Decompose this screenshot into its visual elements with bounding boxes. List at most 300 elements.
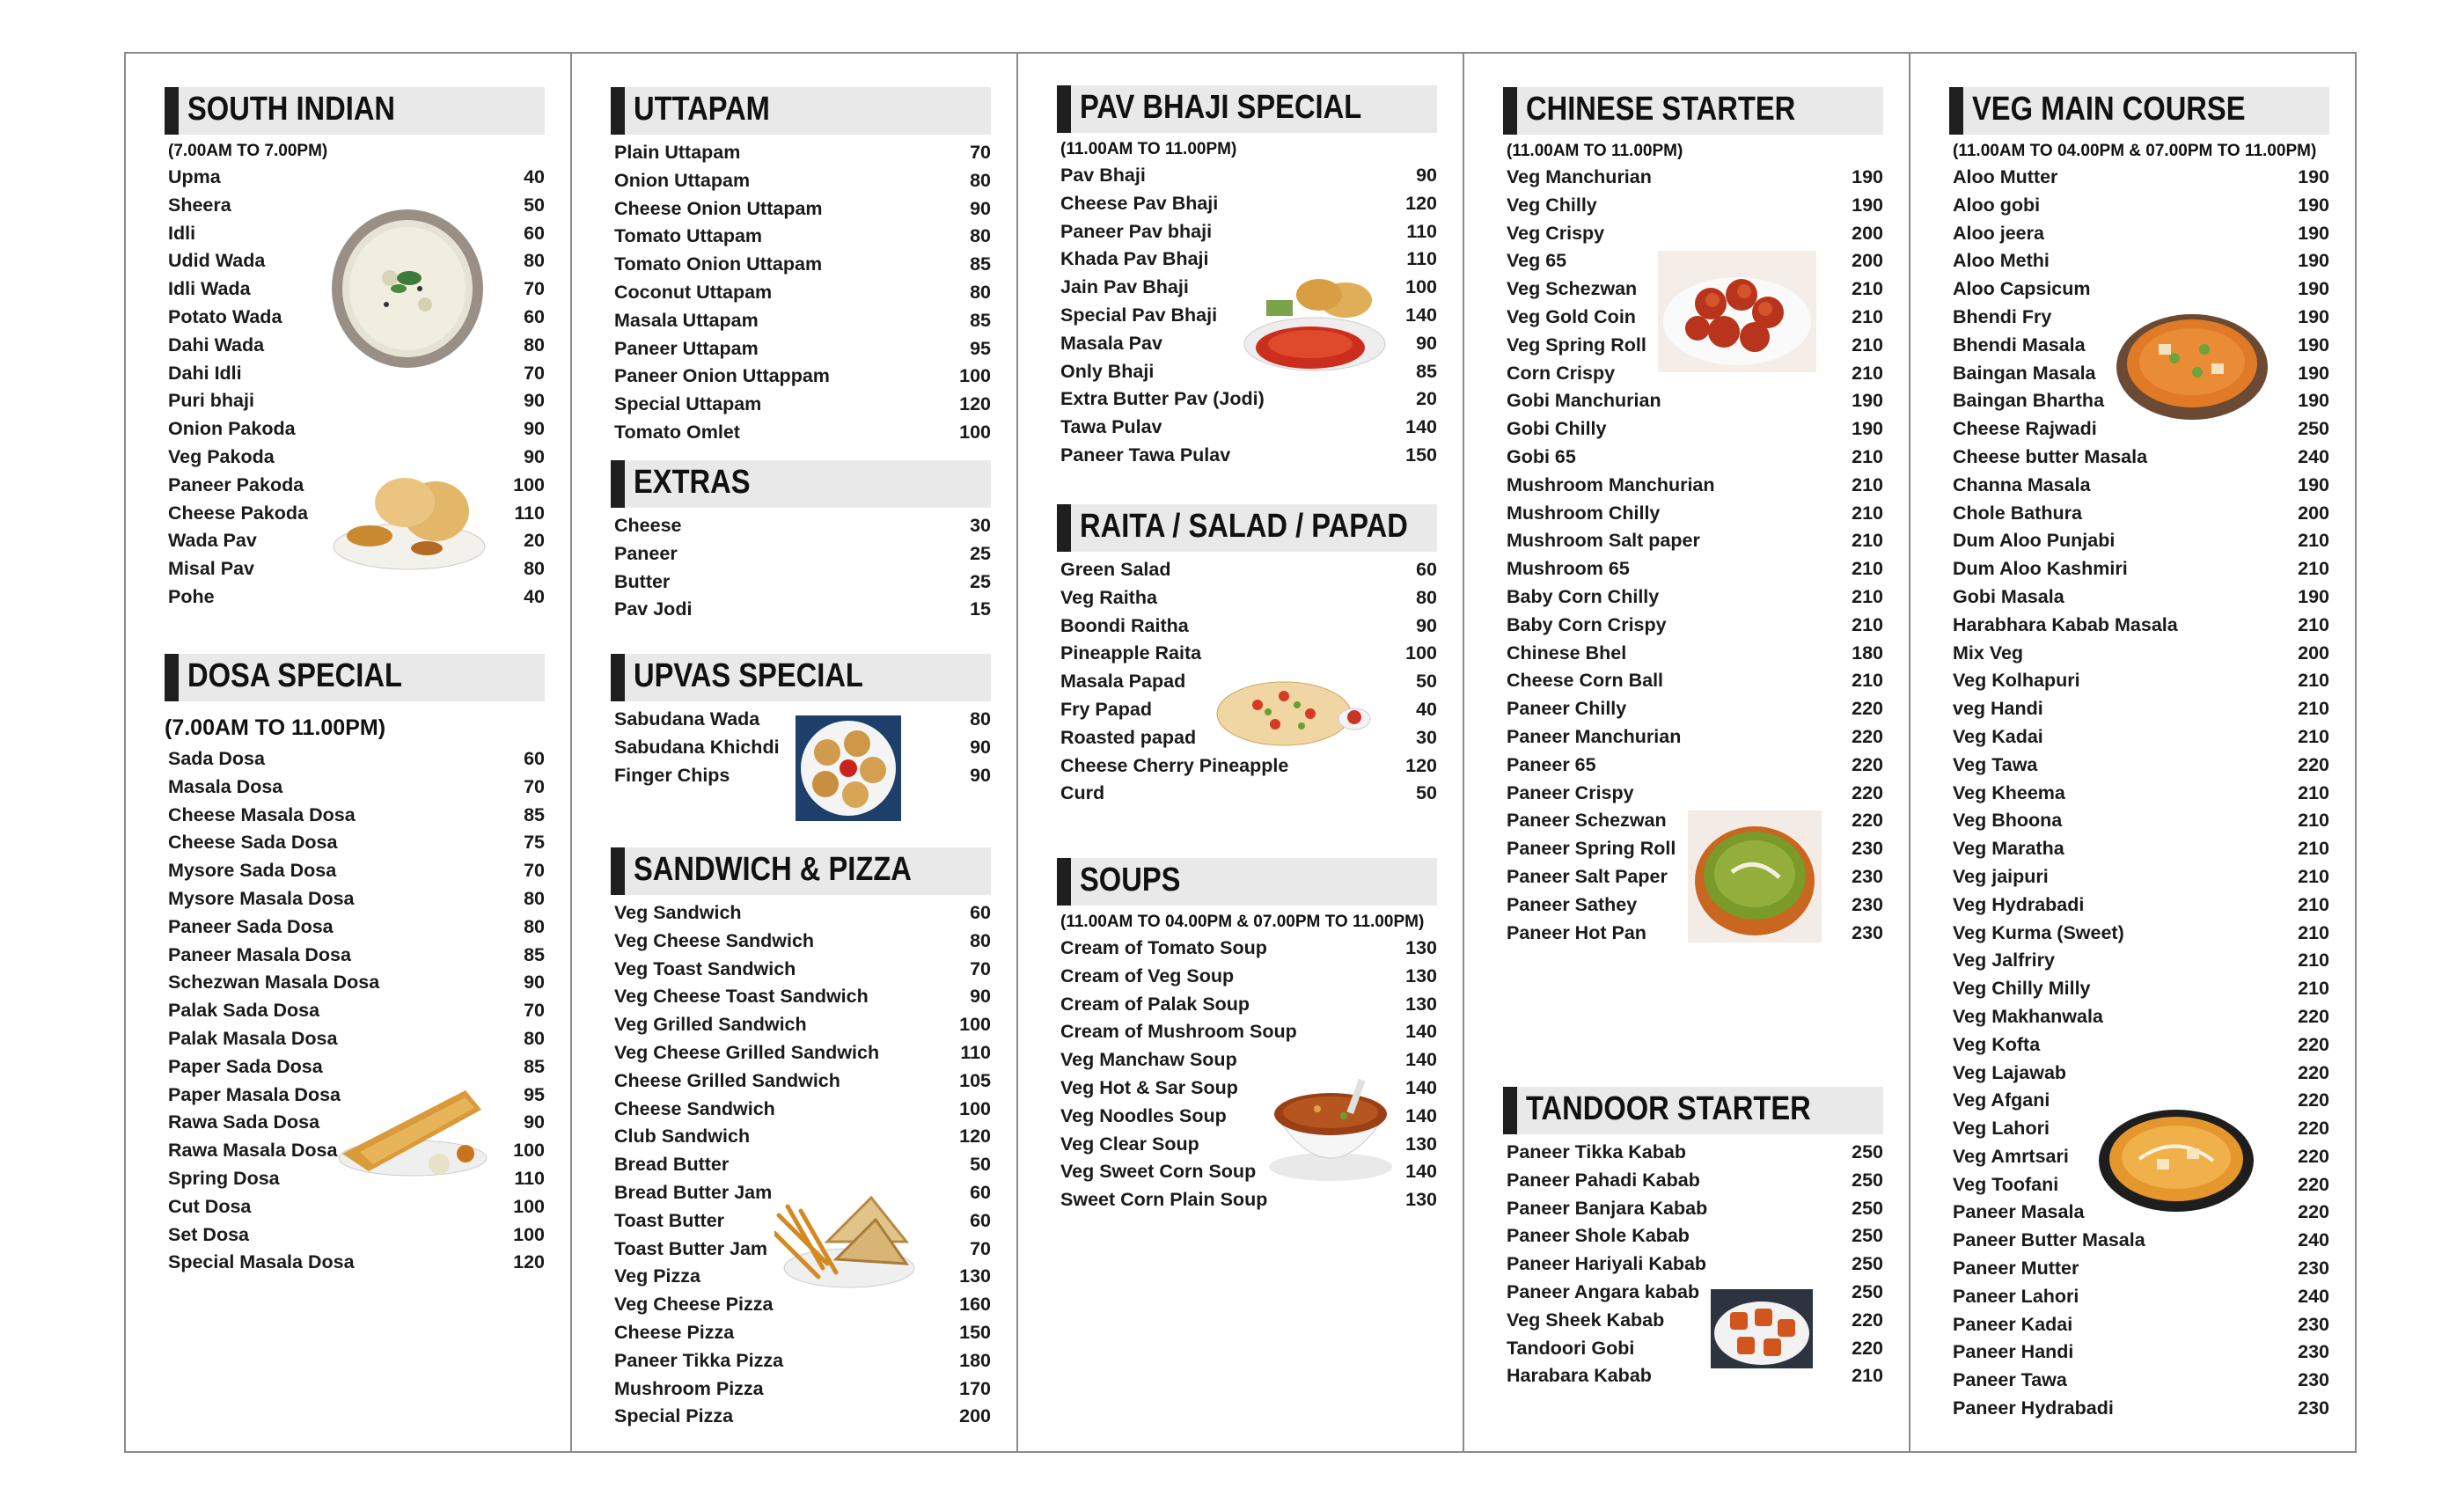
menu-item-price: 210	[2298, 725, 2329, 747]
section-header	[1503, 1087, 1883, 1134]
menu-item	[165, 888, 545, 916]
menu-item	[1949, 866, 2329, 894]
menu-item-name: Cheese Sandwich	[614, 1097, 775, 1119]
menu-item-name: Veg Kurma (Sweet)	[1953, 921, 2124, 943]
menu-item-price: 240	[2298, 1229, 2329, 1251]
menu-item-name: Bhendi Fry	[1953, 305, 2052, 327]
menu-item-price: 100	[513, 1195, 545, 1217]
section-header	[611, 460, 991, 508]
section-title: UTTAPAM	[634, 91, 770, 128]
menu-item-price: 190	[2298, 194, 2329, 216]
matar-paneer-bowl-image	[2113, 309, 2271, 423]
menu-item-name: Aloo gobi	[1953, 194, 2041, 216]
menu-item-price: 210	[2298, 978, 2329, 1000]
menu-item-price: 100	[959, 1014, 991, 1036]
menu-item	[1057, 1189, 1437, 1217]
menu-item-price: 180	[1852, 642, 1883, 664]
menu-item-price: 240	[2298, 445, 2329, 467]
menu-item-price: 90	[970, 197, 991, 219]
menu-item	[1949, 894, 2329, 922]
menu-item-name: Cream of Tomato Soup	[1060, 937, 1267, 958]
menu-item	[611, 393, 991, 422]
menu-item-price: 95	[970, 337, 991, 359]
menu-item-price: 230	[2298, 1397, 2329, 1419]
menu-item-price: 100	[513, 1140, 545, 1162]
menu-item-name: Aloo Mutter	[1953, 166, 2058, 187]
menu-item	[1057, 165, 1437, 193]
menu-item	[165, 804, 545, 832]
item-list	[611, 515, 991, 627]
menu-item	[611, 902, 991, 930]
palak-paneer-image	[1688, 810, 1822, 942]
menu-item-price: 20	[524, 530, 545, 552]
menu-item-name: Veg Maratha	[1953, 838, 2064, 860]
section-hours: (11.00AM TO 11.00PM)	[1507, 142, 1683, 160]
menu-item-price: 105	[959, 1069, 991, 1091]
menu-item-price: 20	[1416, 388, 1437, 410]
menu-item	[1057, 416, 1437, 444]
menu-item-price: 210	[1852, 530, 1883, 552]
menu-item-price: 100	[959, 1097, 991, 1119]
section-title: PAV BHAJI SPECIAL	[1080, 89, 1362, 126]
menu-item-price: 95	[524, 1083, 545, 1105]
menu-item-price: 130	[959, 1265, 991, 1287]
item-list	[611, 142, 991, 450]
menu-item-name: Gobi Masala	[1953, 585, 2064, 607]
menu-item-name: Bread Butter Jam	[614, 1181, 773, 1203]
menu-item-name: Misal Pav	[168, 558, 254, 580]
menu-item-price: 70	[524, 1000, 545, 1022]
menu-item-price: 120	[1405, 754, 1437, 776]
menu-item-price: 250	[1852, 1253, 1883, 1275]
menu-item-price: 100	[513, 1223, 545, 1245]
menu-item	[1503, 1225, 1883, 1253]
menu-item-name: Toast Butter	[614, 1209, 725, 1231]
menu-item-price: 75	[524, 832, 545, 854]
section-hours: (11.00AM TO 11.00PM)	[1060, 140, 1237, 158]
menu-item-name: Cream of Palak Soup	[1060, 993, 1250, 1015]
menu-item	[1057, 755, 1437, 783]
menu-item-name: Veg Amrtsari	[1953, 1145, 2069, 1167]
menu-item-name: Chole Bathura	[1953, 502, 2082, 524]
menu-item-price: 210	[1852, 362, 1883, 384]
menu-item-name: Veg Afgani	[1953, 1089, 2050, 1111]
menu-item-name: Puri bhaji	[168, 390, 254, 412]
menu-item	[1503, 642, 1883, 671]
menu-item-price: 90	[524, 972, 545, 994]
menu-item-price: 220	[2298, 1061, 2329, 1083]
menu-item-price: 210	[2298, 810, 2329, 832]
menu-item-price: 80	[524, 250, 545, 272]
menu-item	[165, 1028, 545, 1056]
menu-item-price: 150	[1405, 444, 1437, 466]
menu-item-price: 110	[514, 502, 545, 524]
menu-item-price: 80	[524, 915, 545, 937]
menu-item-price: 190	[2298, 278, 2329, 300]
menu-item	[1503, 502, 1883, 531]
menu-item-price: 60	[970, 1209, 991, 1231]
menu-item-price: 170	[959, 1377, 991, 1399]
menu-item-name: Coconut Uttapam	[614, 281, 773, 303]
menu-item-name: Paneer Hydrabadi	[1953, 1397, 2114, 1419]
menu-item-price: 100	[1405, 276, 1437, 298]
menu-item-name: Sabudana Wada	[614, 708, 760, 730]
menu-item	[1503, 586, 1883, 614]
menu-item-price: 120	[513, 1251, 545, 1273]
menu-item-price: 210	[1852, 670, 1883, 692]
menu-item-price: 60	[524, 748, 545, 769]
menu-item-name: Mysore Masala Dosa	[168, 887, 355, 909]
menu-item-name: Paneer Uttapam	[614, 337, 759, 359]
menu-item-price: 250	[1852, 1197, 1883, 1219]
menu-item-name: Veg Cheese Pizza	[614, 1294, 774, 1316]
menu-item	[1949, 1062, 2329, 1090]
menu-item-price: 190	[1852, 166, 1883, 187]
menu-item	[611, 170, 991, 198]
menu-item-name: Palak Sada Dosa	[168, 1000, 320, 1022]
menu-item-price: 190	[2298, 390, 2329, 412]
menu-item-price: 70	[970, 142, 991, 163]
menu-item-price: 200	[2298, 502, 2329, 524]
menu-item	[1057, 615, 1437, 643]
menu-item-price: 210	[1852, 334, 1883, 356]
menu-item	[1503, 1338, 1883, 1366]
menu-item-price: 210	[2298, 865, 2329, 887]
menu-item	[1503, 726, 1883, 754]
menu-item-name: Veg Kofta	[1953, 1033, 2041, 1055]
menu-item-name: Dahi Idli	[168, 362, 242, 384]
menu-item-price: 190	[2298, 585, 2329, 607]
menu-item-name: Paneer Butter Masala	[1953, 1229, 2145, 1251]
menu-item-name: Onion Pakoda	[168, 418, 296, 440]
menu-item-name: Veg Lajawab	[1953, 1061, 2067, 1083]
menu-item-name: Schezwan Masala Dosa	[168, 972, 380, 994]
menu-item	[1949, 754, 2329, 782]
menu-item-price: 140	[1405, 416, 1437, 438]
menu-item-name: Onion Uttapam	[614, 169, 751, 191]
menu-item-price: 230	[2298, 1369, 2329, 1391]
menu-item-price: 90	[524, 445, 545, 467]
menu-item-price: 220	[1852, 753, 1883, 775]
menu-item	[165, 586, 545, 614]
menu-item-name: Paneer Lahori	[1953, 1285, 2079, 1307]
menu-item	[165, 776, 545, 804]
menu-item	[165, 1224, 545, 1252]
section-hours: (11.00AM TO 04.00PM & 07.00PM TO 11.00PM)	[1953, 142, 2317, 160]
menu-item-price: 210	[2298, 530, 2329, 552]
menu-item	[611, 253, 991, 282]
menu-item-name: Sabudana Khichdi	[614, 736, 780, 758]
menu-item-name: Baby Corn Chilly	[1507, 585, 1660, 607]
menu-item-price: 80	[970, 225, 991, 247]
menu-item-price: 210	[1852, 305, 1883, 327]
menu-item-name: Gobi Chilly	[1507, 418, 1607, 440]
menu-item-name: Veg Clear Soup	[1060, 1133, 1199, 1155]
menu-item-price: 190	[1852, 194, 1883, 216]
menu-item-name: Mushroom Salt paper	[1507, 530, 1700, 552]
menu-item-price: 70	[970, 957, 991, 979]
menu-item-name: Cheese Grilled Sandwich	[614, 1069, 840, 1091]
menu-item-name: Veg Cheese Toast Sandwich	[614, 986, 869, 1008]
menu-item-name: Veg Crispy	[1507, 222, 1605, 244]
menu-item-name: Pav Bhaji	[1060, 165, 1146, 186]
menu-item-name: Veg jaipuri	[1953, 865, 2049, 887]
menu-item	[165, 390, 545, 418]
menu-item-price: 120	[1405, 192, 1437, 214]
menu-item-price: 120	[959, 1126, 991, 1148]
menu-item-price: 220	[1852, 698, 1883, 720]
menu-item-price: 140	[1405, 1076, 1437, 1098]
menu-item	[611, 142, 991, 170]
menu-item-name: Paneer Tikka Pizza	[614, 1349, 784, 1371]
section-sandwich-pizza	[611, 847, 991, 1434]
menu-item-name: Cheese Onion Uttapam	[614, 197, 823, 219]
menu-item-price: 180	[959, 1349, 991, 1371]
menu-item-price: 120	[959, 393, 991, 415]
menu-item	[1503, 530, 1883, 558]
menu-item-price: 140	[1405, 1161, 1437, 1183]
menu-item	[1503, 223, 1883, 251]
menu-item-name: Paneer Tawa	[1953, 1369, 2067, 1391]
section-header	[165, 87, 545, 135]
menu-item-name: Sweet Corn Plain Soup	[1060, 1189, 1268, 1211]
menu-item	[1057, 1021, 1437, 1049]
menu-item-price: 130	[1405, 1133, 1437, 1155]
menu-item-name: Veg 65	[1507, 250, 1567, 272]
menu-item-price: 190	[1852, 390, 1883, 412]
menu-item-name: Veg Chilly	[1507, 194, 1597, 216]
item-list	[611, 902, 991, 1434]
menu-item-price: 30	[1416, 726, 1437, 748]
menu-item-price: 160	[959, 1294, 991, 1316]
menu-item-name: Aloo Methi	[1953, 250, 2050, 272]
menu-item-name: Tandoori Gobi	[1507, 1337, 1635, 1359]
menu-item-price: 80	[1416, 586, 1437, 608]
section-title: TANDOOR STARTER	[1526, 1090, 1811, 1127]
menu-item-price: 100	[513, 473, 545, 495]
menu-item	[1949, 1034, 2329, 1062]
section-header	[165, 654, 545, 701]
menu-item-name: Tomato Omlet	[614, 421, 740, 443]
menu-item	[611, 598, 991, 627]
puri-bhaji-plate-image	[330, 467, 488, 573]
menu-item-price: 220	[2298, 1118, 2329, 1140]
menu-item-name: Harabara Kabab	[1507, 1365, 1652, 1387]
menu-item-name: Paneer Pakoda	[168, 473, 304, 495]
menu-item	[1503, 446, 1883, 474]
menu-item-price: 110	[1406, 220, 1437, 242]
menu-item-price: 130	[1405, 993, 1437, 1015]
menu-item	[165, 944, 545, 972]
menu-item	[611, 225, 991, 253]
menu-item-name: Paneer Pahadi Kabab	[1507, 1169, 1700, 1191]
menu-item-price: 210	[2298, 670, 2329, 692]
menu-item-name: Pineapple Raita	[1060, 642, 1202, 664]
menu-item-name: Paneer Hariyali Kabab	[1507, 1253, 1707, 1275]
paneer-curry-bowl-image	[2095, 1106, 2257, 1214]
menu-item	[611, 958, 991, 986]
menu-item-name: Cheese Pizza	[614, 1321, 735, 1343]
menu-item-price: 90	[970, 986, 991, 1008]
section-title: DOSA SPECIAL	[187, 657, 402, 694]
menu-item-name: Udid Wada	[168, 250, 266, 272]
menu-item-name: Paneer Schezwan	[1507, 810, 1667, 832]
menu-item-name: Special Pav Bhaji	[1060, 304, 1218, 326]
menu-item-price: 230	[2298, 1258, 2329, 1280]
menu-item	[1949, 166, 2329, 194]
menu-item-price: 90	[1416, 165, 1437, 186]
menu-item-name: Paneer Tawa Pulav	[1060, 444, 1231, 466]
menu-item	[611, 1070, 991, 1098]
menu-item-price: 250	[1852, 1169, 1883, 1191]
menu-item-price: 80	[970, 169, 991, 191]
menu-item-name: Cheese Masala Dosa	[168, 803, 356, 825]
menu-item-name: Paneer Onion Uttappam	[614, 365, 830, 387]
sabudana-wada-image	[796, 715, 901, 821]
menu-item	[165, 1196, 545, 1224]
menu-item	[165, 166, 545, 194]
menu-item-price: 210	[2298, 921, 2329, 943]
section-title: SOUPS	[1080, 862, 1181, 898]
menu-item	[1503, 1170, 1883, 1198]
menu-item-name: Potato Wada	[168, 305, 282, 327]
section-raita-salad-papad	[1057, 504, 1437, 810]
menu-item	[611, 515, 991, 543]
menu-item-name: Cheese Pav Bhaji	[1060, 192, 1219, 214]
menu-item-name: Baingan Bhartha	[1953, 390, 2105, 412]
section-header	[1057, 504, 1437, 552]
menu-item-name: Gobi Manchurian	[1507, 390, 1661, 412]
menu-item-name: Spring Dosa	[168, 1167, 280, 1189]
menu-item-price: 210	[1852, 558, 1883, 580]
menu-item-name: Veg Spring Roll	[1507, 334, 1646, 356]
paneer-tikka-image	[1711, 1289, 1813, 1368]
menu-item	[1057, 587, 1437, 615]
menu-item-price: 230	[2298, 1341, 2329, 1363]
menu-item	[1949, 1286, 2329, 1314]
menu-item-price: 70	[970, 1237, 991, 1259]
menu-item	[165, 1251, 545, 1280]
menu-item-name: Veg Kheema	[1953, 781, 2065, 803]
menu-item-price: 70	[524, 860, 545, 882]
menu-item	[1949, 1314, 2329, 1342]
menu-item-name: Harabhara Kabab Masala	[1953, 613, 2178, 635]
menu-item-price: 85	[524, 943, 545, 965]
menu-item-price: 230	[1852, 838, 1883, 860]
menu-item-name: Paneer Hot Pan	[1507, 921, 1646, 943]
menu-item-price: 210	[2298, 558, 2329, 580]
menu-item-price: 230	[2298, 1313, 2329, 1335]
menu-item	[1503, 1253, 1883, 1281]
menu-item	[1949, 810, 2329, 838]
menu-item	[611, 422, 991, 450]
menu-item-price: 90	[524, 418, 545, 440]
menu-item	[611, 198, 991, 226]
section-title: SOUTH INDIAN	[187, 91, 396, 128]
menu-item-price: 90	[1416, 332, 1437, 354]
menu-item	[165, 1056, 545, 1084]
menu-item-price: 50	[970, 1154, 991, 1176]
menu-item-price: 110	[960, 1041, 991, 1063]
menu-item-name: Paneer Sathey	[1507, 893, 1638, 915]
menu-item-name: Aloo jeera	[1953, 222, 2044, 244]
menu-column-1	[126, 54, 572, 1451]
menu-item-name: Dahi Wada	[168, 334, 265, 356]
menu-item	[1057, 221, 1437, 249]
menu-item	[165, 748, 545, 776]
menu-item-name: Paneer Tikka Kabab	[1507, 1141, 1686, 1162]
menu-item-name: Upma	[168, 166, 221, 187]
menu-item-name: Veg Hydrabadi	[1953, 893, 2085, 915]
menu-item-price: 40	[524, 166, 545, 187]
menu-item-price: 110	[514, 1167, 545, 1189]
section-header	[1949, 87, 2329, 135]
menu-item-name: Veg Sheek Kabab	[1507, 1309, 1665, 1331]
menu-item-name: Mushroom Pizza	[614, 1377, 764, 1399]
menu-item-name: Veg Grilled Sandwich	[614, 1014, 807, 1036]
menu-item-name: Veg Pakoda	[168, 445, 275, 467]
menu-item	[1949, 1229, 2329, 1258]
menu-item-price: 220	[2298, 1089, 2329, 1111]
menu-item-name: Khada Pav Bhaji	[1060, 248, 1209, 270]
menu-item-price: 230	[1852, 865, 1883, 887]
upma-bowl-image	[328, 208, 487, 370]
menu-item-price: 100	[959, 421, 991, 443]
menu-item-price: 80	[524, 1027, 545, 1049]
menu-item-name: Paneer Kadai	[1953, 1313, 2073, 1335]
menu-item-price: 140	[1405, 1049, 1437, 1071]
menu-item-name: Green Salad	[1060, 559, 1171, 580]
menu-item-price: 220	[2298, 1145, 2329, 1167]
menu-item	[1949, 194, 2329, 223]
section-header	[1503, 87, 1883, 135]
menu-item-price: 60	[970, 1181, 991, 1203]
menu-item-name: Paneer Masala	[1953, 1201, 2085, 1223]
section-title: EXTRAS	[634, 464, 751, 501]
menu-item-name: Mushroom 65	[1507, 558, 1630, 580]
menu-item-name: Extra Butter Pav (Jodi)	[1060, 388, 1265, 410]
menu-item-name: Cream of Mushroom Soup	[1060, 1021, 1297, 1043]
menu-item-price: 190	[2298, 250, 2329, 272]
menu-item-price: 250	[2298, 418, 2329, 440]
sandwich-fries-image	[774, 1180, 915, 1290]
menu-item-name: Veg Lahori	[1953, 1118, 2050, 1140]
menu-item-price: 40	[524, 585, 545, 607]
menu-item-price: 230	[1852, 921, 1883, 943]
menu-item	[1949, 978, 2329, 1006]
menu-item	[1949, 223, 2329, 251]
menu-item-name: Wada Pav	[168, 530, 257, 552]
menu-item	[1949, 1258, 2329, 1286]
menu-item	[1949, 586, 2329, 614]
menu-item-price: 190	[2298, 166, 2329, 187]
menu-item-name: Dum Aloo Kashmiri	[1953, 558, 2128, 580]
menu-item-name: Channa Masala	[1953, 473, 2091, 495]
menu-item-name: Veg Kolhapuri	[1953, 670, 2080, 692]
menu-item-name: Veg Chilly Milly	[1953, 978, 2091, 1000]
menu-item-price: 220	[2298, 1201, 2329, 1223]
menu-item-price: 40	[1416, 698, 1437, 720]
menu-item-price: 230	[1852, 893, 1883, 915]
menu-item-price: 220	[1852, 725, 1883, 747]
menu-item-price: 210	[2298, 698, 2329, 720]
menu-item	[1503, 1309, 1883, 1338]
menu-item-name: Veg Gold Coin	[1507, 305, 1636, 327]
section-tandoor-starter	[1503, 1087, 1883, 1393]
menu-item	[1503, 1198, 1883, 1226]
menu-item-name: Paneer Banjara Kabab	[1507, 1197, 1708, 1219]
menu-item	[1503, 474, 1883, 502]
